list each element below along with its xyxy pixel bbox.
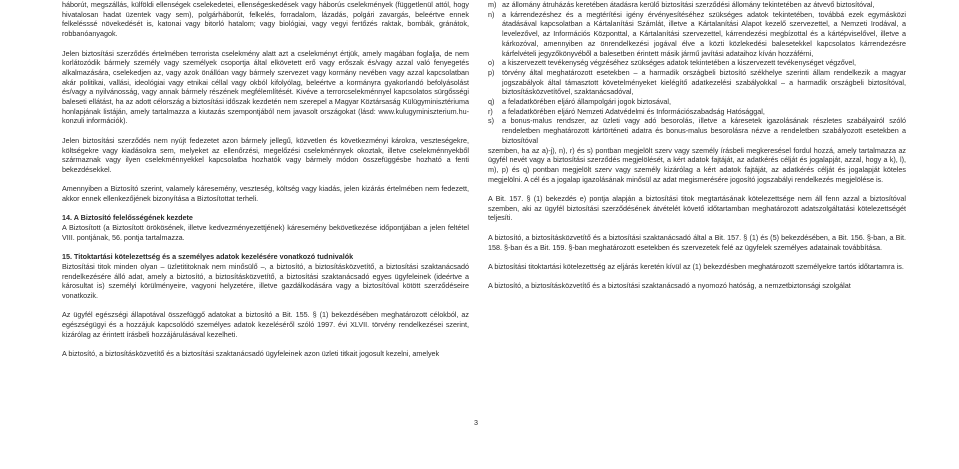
paragraph-bit-156: A biztosító, a biztosításközvetítő és a biztosítási szaktanácsadó által a Bit. 157. § (1) és (5) bekezdésében, a Bit. 156. §-ban, a Bit. 158. §-ban és a Bit. 159. §-ban meghatározott esetekben és szervezetek felé az ügyfelek személyes adatainak továbbítása.	[488, 232, 906, 252]
left-column	[62, 0, 469, 359]
paragraph-confidentiality: A biztosítási titoktartási kötelezettség az eljárás keretén kívül az (1) bekezdésben meghatározott személyekre tartós időtartamra is.	[488, 261, 904, 271]
list-text: törvény által meghatározott esetekben – a harmadik országbeli biztosító székhelye szerinti állam rendelkezik a magyar jogszabályok által támasztott követelményeket kielégítő adatkezelési szabályokkal – a harmadik országbeli biztosítóval, biztosításközvetítővel, szaktanácsadóval,	[502, 67, 906, 97]
list-item	[488, 68, 906, 97]
list-item	[488, 10, 906, 59]
paragraph-health-data: Az ügyfél egészségi állapotával összefüggő adatokat a biztosító a Bit. 155. § (1) bekezdésében meghatározott célokból, az egészségügyi és a hozzájuk kapcsolódó személyes adatok kezeléséről szóló 1997. évi XLVII. törvény rendelkezései szerint, kizárólag az érintett írásbeli hozzájárulásával kezelheti.	[62, 310, 469, 339]
list-letter: q)	[488, 97, 495, 107]
paragraph-investigating-authority: A biztosító, a biztosításközvetítő és a biztosítási szaktanácsadó a nyomozó hatóság, a nemzetbiztonsági szolgálat	[488, 281, 851, 291]
list-text: a kiszervezett tevékenység végzéséhez szükséges adatok tekintetében a kiszervezett tevékenységet végzővel,	[502, 58, 856, 68]
list-item	[488, 107, 906, 117]
list-item	[488, 0, 906, 10]
paragraph-client-secrets: A biztosító, a biztosításközvetítő és a biztosítási szaktanácsadó ügyfeleinek azon üzleti titkait jogosult kezelni, amelyek	[62, 349, 440, 359]
paragraph-section-14: A Biztosított (a Biztosított örökösének, illetve kedvezményezettjének) káresemény bekövetkezése időpontjában a jelen feltétel VIII. pontjának, 56. pontja tartalmazza.	[62, 223, 469, 242]
list-text: az állomány átruházás keretében átadásra kerülő biztosítási szerződési állomány tekintetében az átvevő biztosítóval,	[502, 0, 875, 9]
page-number: 3	[474, 418, 478, 427]
paragraph-bit-157: A Bit. 157. § (1) bekezdés e) pontja alapján a biztosítási titok megtartásának kötelezettsége nem áll fenn azzal a biztosítóval szemben, aki az ügyfél biztosítási szerződésének átvételét követő időtartamban meghatározott adatszolgáltatási kötelezettségét teljesíti.	[488, 194, 906, 223]
list-letter: o)	[488, 58, 495, 68]
list-item	[488, 116, 906, 145]
paragraph-insurance-secret: Biztosítási titok minden olyan – üzletititoknak nem minősülő –, a biztosító, a biztosításközvetítő, a biztosítási szaktanácsadó rendelkezésére álló adat, amely a biztosító, a biztosításközvetítő, a biztosítási szaktanácsadó egyes ügyfeleinek (ideértve a károsultat is) személyi körülményeire, vagyoni helyzetére, illetve gazdálkodására vagy a biztosítóval kötött szerződéseire vonatkozik.	[62, 261, 469, 301]
list-letter: n)	[488, 9, 495, 19]
list-letter: s)	[488, 116, 494, 126]
list-text: a kárrendezéshez és a megtérítési igény érvényesítéséhez szükséges adatok tekintetében, továbbá ezek egymásközi átadásával kapcsolatban a Kártalanítási Számlát, illetve a Kártalanítási Alapot kezelő szervezettel, a Nemzeti Irodával, a levelezővel, az Információs Központtal, a Kártalanítási szervezettel, kárrendezési megbízottal és a kártépviselővel, illetve a kárkozóval, amennyiben az önrendelkezési jogával élve a közti közlekedési balesetekkel kapcsolatos kárrendezésre kárfelvételi jegyzőkönyvéből a balesetben érintett másik jármű javítási adataihoz kíván hozzáférni,	[502, 9, 906, 58]
paragraph-war-exclusion: háborút, megszállás, külföldi ellenségek cselekedetei, ellenségeskedések vagy háborús cselekmények (függetlenül attól, hogy hivatalosan hadat üzentek vagy sem), polgárháborút, felkelés, forradalom, lázadás, polgári zavargás, beleértve ennek felkelésssé növekedését is, katonai vagy bitorló hatalom; vagy biológiai, vagy vegyi fertőzés raktak, bombák, gránátok, robbanóanyagok.	[62, 0, 469, 39]
list-text: a feladatkörében eljáró állampolgári jogok biztosával,	[502, 97, 672, 107]
list-letter: p)	[488, 67, 495, 77]
paragraph-burden-of-proof: Amennyiben a Biztosító szerint, valamely káresemény, veszteség, költség vagy kiadás, jelen kizárás értelmében nem fedezett, akkor ennek ellenkezőjének bizonyítása a Biztosítottat terheli.	[62, 184, 469, 204]
list-text: a feladatkörében eljáró Nemzeti Adatvédelmi és Információszabadság Hatósággal,	[502, 106, 765, 116]
paragraph-no-coverage: Jelen biztosítási szerződés nem nyújt fedezetet azon bármely jellegű, közvetlen és következményi károkra, veszteségekre, költségekre vagy kiadásokra sem, melyeket az ellenőrzési, megelőzési cselekménnyek okoztak, illetve cselekménnyekből származnak vagy ilyen cselekménnyekkel kapcsolatba hozhatók vagy bármely módon összefüggésbe hozható a fenti bekezdésekkel.	[62, 135, 469, 174]
paragraph-after-list: szemben, ha az a)-j), n), r) és s) pontban megjelölt szerv vagy személy írásbeli megkeresésel fordul hozzá, amely tartalmazza az ügyfél nevét vagy a biztosítási szerződés megjelölését, a kért adatok fajtáját, az adatkérés célját és jogalapját, azzal, hogy a k), l), m), p) és q) pontban megjelölt szerv vagy személy kizárólag a kért adatok fajtáját, az adatkérés célját és jogalapját köteles megjelölni. A cél és a jogalap igazolásának minősül az adat megismerésére jogosító jogszabályi rendelkezés megjelölése is.	[488, 145, 906, 184]
list-letter: r)	[488, 106, 493, 116]
section-heading-14: 14. A Biztosító felelősségének kezdete	[62, 213, 193, 223]
list-item	[488, 58, 906, 68]
right-column	[488, 0, 906, 291]
list-text: a bonus-malus rendszer, az üzleti vagy adó besorolás, illetve a káresetek igazolásának részletes szabályairól szóló rendeletben meghatározott kártörténeti adatra és bonus-malus besorolásra nézve a rendeletben szabályozott esetekben a biztosítóval	[502, 116, 906, 145]
list-letter: m)	[488, 0, 497, 9]
paragraph-terrorism-definition: Jelen biztosítási szerződés értelmében terrorista cselekmény alatt azt a cselekményt értjük, amely magában foglalja, de nem korlátozódik bármely személy vagy személyek csoportja által elkövetett erő vagy erőszak és/vagy azzal való fenyegetés alkalmazására, cselekedjen az, vagy azok önállóan vagy bármely szervezet vagy kormány nevében vagy azzal kapcsolatban akár politikai, vallási, ideológiai vagy etnikai céllal vagy okból kifolyólag, beleértve a kormányra gyakorlandó befolyásolást és/vagy a nyilvánosság, vagy annak bármely részének megfélemlítését. Kivéve a terrorcselekménnyel kapcsolatos sürgősségi baleseti ellátást, ha az adott célország a biztosítási időszak kezdetén nem szerepel a Magyar Köztársaság Külügyminisztériuma honlapjának listáján, amely tartalmazza a kiutazás szempontjából nem javasolt országokat (lásd: www.kulugyminiszterium.hu-konzuli információk).	[62, 48, 469, 126]
list-item	[488, 97, 906, 107]
section-heading-15: 15. Titoktartási kötelezettség és a személyes adatok kezelésére vonatkozó tudnivalók	[62, 252, 354, 262]
